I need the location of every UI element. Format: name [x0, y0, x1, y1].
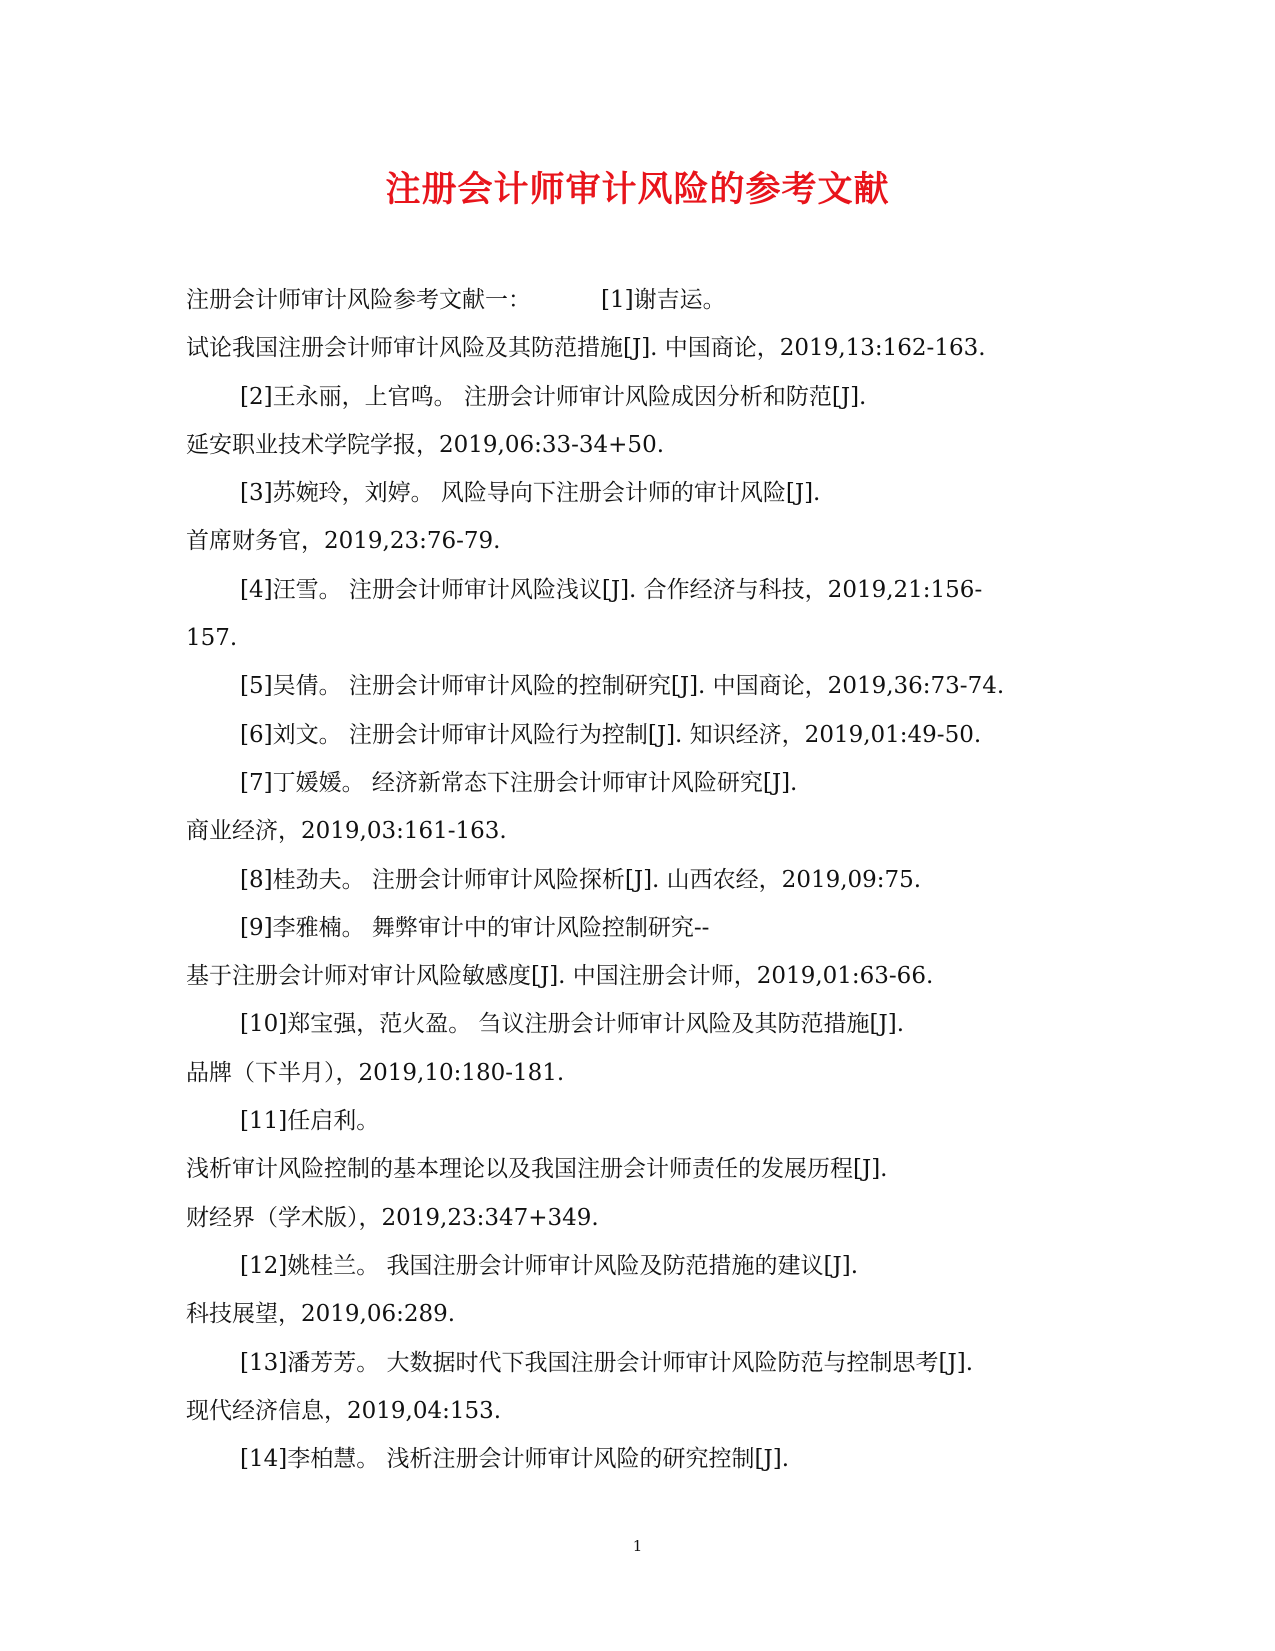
reference-line: [14]李柏慧。 浅析注册会计师审计风险的研究控制[J].: [240, 1446, 790, 1473]
reference-line: 延安职业技术学院学报，2019,06:33-34+50.: [186, 431, 665, 458]
reference-line: [2]王永丽，上官鸣。 注册会计师审计风险成因分析和防范[J].: [240, 383, 867, 410]
page-title: 注册会计师审计风险的参考文献: [385, 169, 890, 210]
reference-line: 科技展望，2019,06:289.: [186, 1301, 456, 1328]
reference-line: [12]姚桂兰。 我国注册会计师审计风险及防范措施的建议[J].: [240, 1252, 859, 1279]
reference-line: [9]李雅楠。 舞弊审计中的审计风险控制研究--: [240, 914, 710, 941]
reference-list: [186, 276, 1086, 1483]
reference-line: [11]任启利。: [240, 1108, 380, 1135]
reference-line: [13]潘芳芳。 大数据时代下我国注册会计师审计风险防范与控制思考[J].: [240, 1349, 974, 1376]
reference-line: [7]丁媛媛。 经济新常态下注册会计师审计风险研究[J].: [240, 769, 798, 796]
reference-line: 基于注册会计师对审计风险敏感度[J]. 中国注册会计师，2019,01:63-66.: [186, 963, 934, 990]
reference-line: 浅析审计风险控制的基本理论以及我国注册会计师责任的发展历程[J].: [186, 1156, 888, 1183]
first-reference: [1]谢吉运。: [601, 287, 726, 313]
reference-line: [5]吴倩。 注册会计师审计风险的控制研究[J]. 中国商论，2019,36:73-74.: [240, 673, 1005, 700]
reference-line: 财经界（学术版），2019,23:347+349.: [186, 1204, 599, 1231]
reference-line: [4]汪雪。 注册会计师审计风险浅议[J]. 合作经济与科技，2019,21:156-: [240, 576, 983, 603]
reference-line: 商业经济，2019,03:161-163.: [186, 818, 507, 845]
intro-label: 注册会计师审计风险参考文献一：: [186, 287, 531, 313]
page-number: 1: [632, 1537, 643, 1555]
reference-line: 品牌（下半月），2019,10:180-181.: [186, 1059, 565, 1086]
reference-line: [6]刘文。 注册会计师审计风险行为控制[J]. 知识经济，2019,01:49-50.: [240, 721, 982, 748]
reference-line: 试论我国注册会计师审计风险及其防范措施[J]. 中国商论，2019,13:162-163.: [186, 335, 986, 362]
intro-line: [186, 276, 1086, 324]
reference-line: [10]郑宝强，范火盈。 刍议注册会计师审计风险及其防范措施[J].: [240, 1011, 905, 1038]
reference-lines: [186, 324, 1086, 1483]
reference-line: 现代经济信息，2019,04:153.: [186, 1397, 502, 1424]
reference-line: 首席财务官，2019,23:76-79.: [186, 528, 501, 555]
reference-line: [3]苏婉玲，刘婷。 风险导向下注册会计师的审计风险[J].: [240, 480, 821, 507]
reference-line: [8]桂劲夫。 注册会计师审计风险探析[J]. 山西农经，2019,09:75.: [240, 866, 922, 893]
reference-line: 157.: [186, 625, 238, 652]
